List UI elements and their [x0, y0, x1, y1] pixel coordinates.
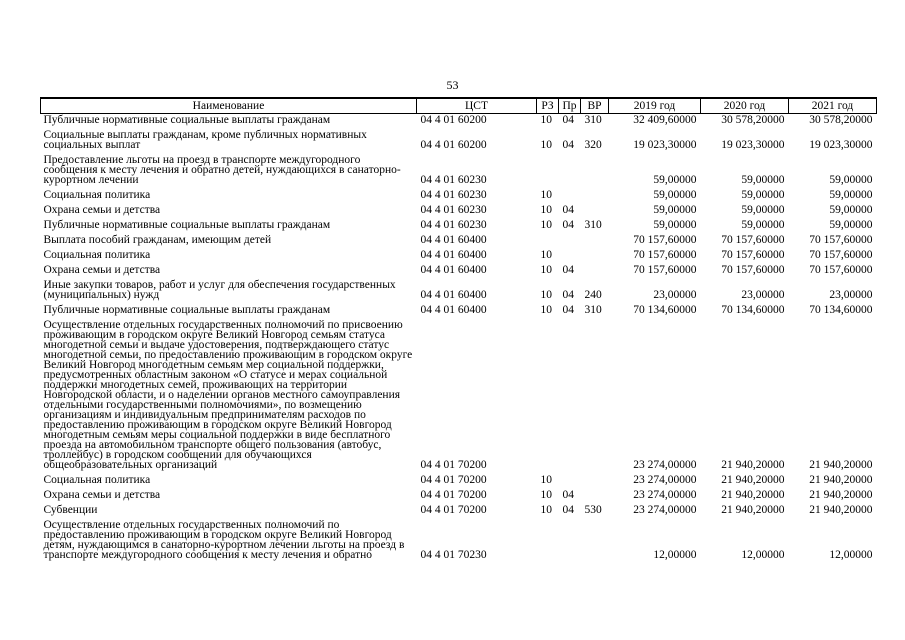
table-cell-vr: [581, 234, 609, 249]
table-cell-2020: 21 940,20000: [721, 459, 785, 471]
table-cell-cst: 04 4 01 60400: [420, 234, 487, 246]
column-header-rz: РЗ: [537, 98, 559, 114]
table-cell-2019: 70 157,60000: [633, 249, 697, 261]
table-cell-cst: 04 4 01 70230: [420, 549, 487, 561]
table-cell-cst: 04 4 01 60230: [420, 204, 487, 216]
table-cell-2020: 59,00000: [741, 174, 785, 186]
table-cell-name: Публичные нормативные социальные выплаты гражданам: [43, 219, 331, 231]
column-header-2021: 2021 год: [789, 98, 877, 114]
table-cell-2021: 70 157,60000: [809, 234, 873, 246]
table-cell-2020: 19 023,30000: [721, 139, 785, 151]
table-cell-name: Охрана семьи и детства: [43, 204, 161, 216]
column-header-name: Наименование: [41, 98, 417, 114]
table-cell-rz: 10: [540, 139, 552, 151]
table-cell-cst: 04 4 01 60230: [420, 174, 487, 186]
table-cell-vr: 310: [584, 219, 602, 231]
table-cell-rz: 10: [540, 219, 552, 231]
table-cell-vr: [581, 204, 609, 219]
column-header-vr: ВР: [581, 98, 609, 114]
table-cell-cst: 04 4 01 70200: [420, 459, 487, 471]
table-cell-name: Социальная политика: [43, 474, 151, 486]
table-row: [41, 519, 877, 564]
table-cell-pr: [559, 189, 581, 204]
table-cell-2021: 59,00000: [829, 189, 873, 201]
table-cell-vr: 310: [584, 304, 602, 316]
table-cell-2019: 23 274,00000: [633, 489, 697, 501]
table-cell-rz: [537, 154, 559, 189]
table-cell-pr: [559, 249, 581, 264]
table-cell-2019: 32 409,60000: [633, 114, 697, 126]
table-cell-2021: 59,00000: [829, 174, 873, 186]
table-cell-pr: 04: [562, 289, 574, 301]
table-cell-vr: [581, 249, 609, 264]
table-cell-rz: 10: [540, 489, 552, 501]
table-cell-2021: 30 578,20000: [809, 114, 873, 126]
table-header: [41, 98, 877, 114]
table-cell-name: Субвенции: [43, 504, 98, 516]
table-row: [41, 129, 877, 154]
table-cell-2020: 70 157,60000: [721, 234, 785, 246]
table-cell-2020: 30 578,20000: [721, 114, 785, 126]
table-cell-2021: 59,00000: [829, 204, 873, 216]
table-cell-name: Охрана семьи и детства: [43, 264, 161, 276]
table-row: [41, 114, 877, 130]
table-cell-cst: 04 4 01 70200: [420, 474, 487, 486]
table-cell-pr: 04: [562, 219, 574, 231]
table-cell-vr: [581, 154, 609, 189]
table-cell-2019: 59,00000: [653, 219, 697, 231]
table-cell-name: Публичные нормативные социальные выплаты гражданам: [43, 114, 331, 126]
table-cell-cst: 04 4 01 60400: [420, 289, 487, 301]
column-header-2020: 2020 год: [701, 98, 789, 114]
table-row: [41, 474, 877, 489]
table-cell-2020: 23,00000: [741, 289, 785, 301]
table-cell-2020: 70 134,60000: [721, 304, 785, 316]
table-cell-2021: 70 134,60000: [809, 304, 873, 316]
table-cell-vr: [581, 189, 609, 204]
table-cell-name: Осуществление отдельных государственных полномочий по предоставлению проживающим в городском округе Великий Новгород детям, нуждающимся в санаторно-курортном лечении льготы на проезд в транспорте междугородного сообщения к месту лечения и обратно: [43, 519, 405, 561]
table-cell-cst: 04 4 01 60400: [420, 264, 487, 276]
table-cell-name: Публичные нормативные социальные выплаты гражданам: [43, 304, 331, 316]
table-cell-cst: 04 4 01 60400: [420, 249, 487, 261]
table-cell-2020: 70 157,60000: [721, 264, 785, 276]
table-cell-vr: [581, 319, 609, 474]
table-cell-cst: 04 4 01 60200: [420, 139, 487, 151]
table-cell-2020: 21 940,20000: [721, 504, 785, 516]
column-header-pr: Пр: [559, 98, 581, 114]
table-cell-cst: 04 4 01 60400: [420, 304, 487, 316]
table-cell-pr: 04: [562, 264, 574, 276]
table-cell-vr: 530: [584, 504, 602, 516]
table-cell-2020: 12,00000: [741, 549, 785, 561]
table-cell-cst: 04 4 01 60230: [420, 189, 487, 201]
table-cell-pr: 04: [562, 204, 574, 216]
table-cell-2021: 21 940,20000: [809, 489, 873, 501]
table-cell-rz: 10: [540, 189, 552, 201]
table-cell-name: Социальные выплаты гражданам, кроме публичных нормативных социальных выплат: [43, 129, 367, 151]
table-cell-2021: 21 940,20000: [809, 504, 873, 516]
table-cell-2020: 21 940,20000: [721, 489, 785, 501]
table-row: [41, 304, 877, 319]
table-cell-rz: 10: [540, 504, 552, 516]
table-cell-2021: 23,00000: [829, 289, 873, 301]
table-cell-2020: 59,00000: [741, 189, 785, 201]
table-cell-2019: 70 134,60000: [633, 304, 697, 316]
table-cell-rz: 10: [540, 264, 552, 276]
table-cell-pr: [559, 234, 581, 249]
table-cell-vr: 240: [584, 289, 602, 301]
page-number: 53: [446, 78, 459, 92]
column-header-2019: 2019 год: [609, 98, 701, 114]
table-cell-2020: 59,00000: [741, 204, 785, 216]
budget-table: [40, 97, 877, 564]
table-cell-vr: [581, 489, 609, 504]
table-cell-2019: 12,00000: [653, 549, 697, 561]
table-cell-rz: [537, 519, 559, 564]
column-header-cst: ЦСТ: [417, 98, 537, 114]
table-cell-2019: 23 274,00000: [633, 504, 697, 516]
table-cell-cst: 04 4 01 60230: [420, 219, 487, 231]
table-cell-2019: 59,00000: [653, 189, 697, 201]
table-cell-2021: 70 157,60000: [809, 264, 873, 276]
table-cell-2021: 21 940,20000: [809, 459, 873, 471]
table-cell-2021: 12,00000: [829, 549, 873, 561]
table-cell-rz: 10: [540, 114, 552, 126]
table-row: [41, 204, 877, 219]
table-cell-2021: 21 940,20000: [809, 474, 873, 486]
table-cell-rz: 10: [540, 249, 552, 261]
table-cell-rz: 10: [540, 304, 552, 316]
table-cell-rz: [537, 234, 559, 249]
table-row: [41, 154, 877, 189]
table-cell-rz: 10: [540, 204, 552, 216]
table-cell-pr: [559, 519, 581, 564]
table-row: [41, 234, 877, 249]
table-row: [41, 319, 877, 474]
table-cell-pr: [559, 154, 581, 189]
table-cell-pr: 04: [562, 489, 574, 501]
table-cell-2021: 70 157,60000: [809, 249, 873, 261]
table-cell-name: Охрана семьи и детства: [43, 489, 161, 501]
table-cell-pr: [559, 474, 581, 489]
table-cell-vr: 320: [584, 139, 602, 151]
table-body: [41, 114, 877, 565]
table-cell-2020: 59,00000: [741, 219, 785, 231]
table-cell-2019: 59,00000: [653, 204, 697, 216]
table-cell-2019: 59,00000: [653, 174, 697, 186]
table-cell-cst: 04 4 01 70200: [420, 489, 487, 501]
table-cell-name: Иные закупки товаров, работ и услуг для обеспечения государственных (муниципальных) нужд: [43, 279, 396, 301]
table-cell-2020: 70 157,60000: [721, 249, 785, 261]
table-row: [41, 279, 877, 304]
table-row: [41, 489, 877, 504]
table-cell-rz: [537, 319, 559, 474]
table-row: [41, 264, 877, 279]
table-cell-2021: 59,00000: [829, 219, 873, 231]
table-cell-2019: 23 274,00000: [633, 459, 697, 471]
table-cell-vr: [581, 519, 609, 564]
table-cell-name: Осуществление отдельных государственных полномочий по присвоению проживающим в городском округе Великий Новгород семьям статуса многодетной семьи и выдаче удостоверения, подтверждающего статус многодетной семьи, по предоставлению проживающим в городском округе Великий Новгород многодетным семьям мер социальной поддержки, предусмотренных областным законом «О статусе и мерах социальной поддержки многодетных семей, проживающих на территории Новгородской области, и о наделении органов местного самоуправления отдельными государственными полномочиями», по возмещению организациям и индивидуальным предпринимателям расходов по предоставлению проживающим в городском округе Великий Новгород многодетным семьям меры социальной поддержки в виде бесплатного проезда на автомобильном транспорте общего пользования (автобус, троллейбус) в городском сообщении для обучающихся общеобразовательных организаций: [43, 319, 413, 471]
table-cell-2019: 23 274,00000: [633, 474, 697, 486]
table-cell-2019: 70 157,60000: [633, 234, 697, 246]
table-cell-vr: [581, 264, 609, 279]
table-cell-2019: 19 023,30000: [633, 139, 697, 151]
table-row: [41, 504, 877, 519]
table-cell-pr: 04: [562, 114, 574, 126]
table-cell-name: Социальная политика: [43, 249, 151, 261]
table-cell-name: Выплата пособий гражданам, имеющим детей: [43, 234, 272, 246]
table-row: [41, 189, 877, 204]
table-cell-2019: 70 157,60000: [633, 264, 697, 276]
table-cell-cst: 04 4 01 60200: [420, 114, 487, 126]
table-row: [41, 249, 877, 264]
table-cell-pr: 04: [562, 504, 574, 516]
table-cell-2020: 21 940,20000: [721, 474, 785, 486]
table-cell-name: Социальная политика: [43, 189, 151, 201]
table-row: [41, 219, 877, 234]
table-cell-pr: 04: [562, 139, 574, 151]
table-cell-name: Предоставление льготы на проезд в транспорте междугородного сообщения к месту лечения и обратно детей, нуждающихся в санаторно-курортном лечении: [43, 154, 401, 186]
table-cell-2019: 23,00000: [653, 289, 697, 301]
table-cell-cst: 04 4 01 70200: [420, 504, 487, 516]
table-cell-vr: [581, 474, 609, 489]
table-cell-rz: 10: [540, 474, 552, 486]
table-cell-2021: 19 023,30000: [809, 139, 873, 151]
table-cell-pr: 04: [562, 304, 574, 316]
table-cell-vr: 310: [584, 114, 602, 126]
table-cell-pr: [559, 319, 581, 474]
table-cell-rz: 10: [540, 289, 552, 301]
